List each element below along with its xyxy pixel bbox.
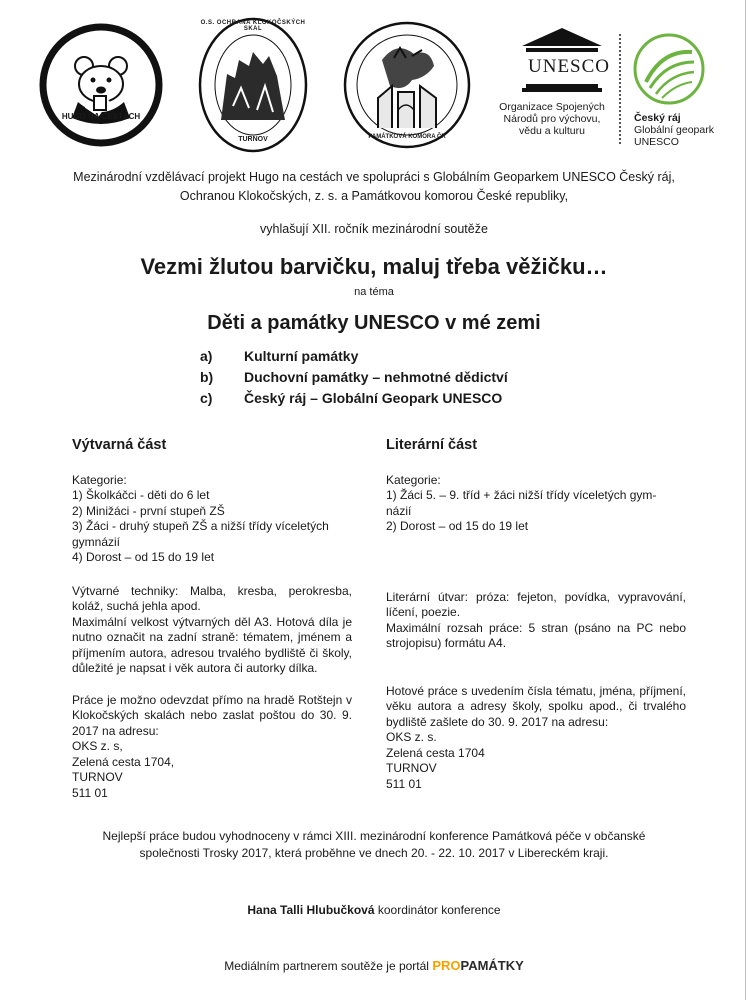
coordinator-name: Hana Talli Hlubučková <box>247 903 375 917</box>
submission-text: Práce je možno odevzdat přímo na hradě Rotštejn v Klokočských skalách nebo zaslat poštou do 30. 9. 2017 na adresu: <box>72 692 352 738</box>
na-tema-label: na téma <box>354 286 394 298</box>
category-item <box>72 504 352 520</box>
competition-title: Vezmi žlutou barvičku, maluj třeba věžičku… <box>140 254 608 279</box>
category-item <box>72 519 352 535</box>
address-line: 511 01 <box>386 776 422 791</box>
announcement: vyhlašují XII. ročník mezinárodní soutěže <box>260 222 488 236</box>
category-desc: první stupeň ZŠ <box>140 503 225 518</box>
address-line: OKS z. s, <box>72 739 123 753</box>
address-line: TURNOV <box>386 761 437 775</box>
address-line: Zelená cesta 1704, <box>72 754 175 769</box>
max-length-text: Maximální rozsah práce: 5 stran (psáno na PC nebo strojopisu) formátu A4. <box>386 620 686 650</box>
category-item: 2) Dorost – od 15 do 19 let <box>386 519 529 533</box>
topic-item <box>200 346 620 367</box>
category-item-cont: názií <box>386 503 412 518</box>
category-name: 3) Žáci - <box>72 519 120 533</box>
intro-text <box>0 168 748 206</box>
topic-item <box>200 367 620 388</box>
hugo-logo <box>38 22 164 148</box>
hugo-logo-text: HUGO NA CESTÁCH <box>61 112 141 121</box>
geopark-caption-line: UNESCO <box>634 136 679 148</box>
oks-logo-arc-text: O.S. OCHRANA KLOKOČSKÝCH SKAL <box>200 20 306 32</box>
oks-logo-bottom-text: TURNOV <box>238 136 268 143</box>
category-name: 1) Školkáčci - <box>72 488 148 502</box>
coordinator-role: koordinátor konference <box>374 903 501 917</box>
geopark-caption <box>634 112 742 148</box>
evaluation-line: společnosti Trosky 2017, která proběhne ve dnech 20. - 22. 10. 2017 v Libereckém kraji. <box>139 846 609 860</box>
category-item <box>72 488 352 504</box>
topic-list <box>200 346 620 409</box>
oks-logo <box>197 16 309 154</box>
category-name: 2) Minižáci - <box>72 503 141 518</box>
category-item: 1) Žáci 5. – 9. tříd + žáci nižší třídy víceletých gym- <box>386 488 657 502</box>
media-partner <box>0 958 748 973</box>
logo-separator-dots <box>619 34 624 144</box>
geopark-logo <box>632 32 706 106</box>
media-partner-text: Mediálním partnerem soutěže je portál <box>224 959 433 973</box>
intro-line: Mezinárodní vzdělávací projekt Hugo na cestách ve spolupráci s Globálním Geoparkem UNESCO Český ráj, <box>73 170 675 184</box>
unesco-caption <box>490 101 614 137</box>
competition-subtitle: Děti a památky UNESCO v mé zemi <box>207 312 541 334</box>
unesco-logo <box>518 26 611 92</box>
max-size-text: Maximální velkost výtvarných děl A3. Hotová díla je nutno označit na zadní straně: tématem, jménem a příjmením autora, adresou trvalého bydliště či školy, důležité je napsat i věk autora či autorky dílka. <box>72 614 352 675</box>
address-line: 511 01 <box>72 785 108 800</box>
geopark-caption-title: Český ráj <box>634 112 681 124</box>
address-line: OKS z. s. <box>386 730 437 744</box>
categories-label: Kategorie: <box>386 472 441 487</box>
submission-text: Hotové práce s uvedením čísla tématu, jména, příjmení, věku autora a adresy školy, spolku apod., či trvalého bydliště zašlete do 30. 9. 2017 na adresu: <box>386 683 686 729</box>
category-item-cont: gymnázií <box>72 534 121 549</box>
propamatky-logo-pamatky: PAMÁTKY <box>460 958 524 973</box>
evaluation-text <box>0 828 748 862</box>
address-line: TURNOV <box>72 770 123 784</box>
section-heading: Literární část <box>386 437 478 453</box>
geopark-caption-line: Globální geopark <box>634 124 714 136</box>
unesco-logo-word: UNESCO <box>528 56 611 77</box>
topic-text: Duchovní památky – nehmotné dědictví <box>244 369 508 385</box>
literary-form-text: Literární útvar: próza: fejeton, povídka, vypravování, líčení, poezie. <box>386 589 686 619</box>
topic-item <box>200 388 620 409</box>
address-line: Zelená cesta 1704 <box>386 745 485 760</box>
propamatky-logo-pro: PRO <box>432 958 461 973</box>
categories-label: Kategorie: <box>72 472 127 487</box>
topic-text: Kulturní památky <box>244 348 359 364</box>
techniques-text: Výtvarné techniky: Malba, kresba, perokresba, koláž, suchá jehla apod. <box>72 583 352 613</box>
category-desc: děti do 6 let <box>147 488 210 502</box>
topic-letter: b) <box>200 369 214 385</box>
pamatkova-komora-logo <box>342 20 472 150</box>
topic-letter: c) <box>200 390 213 406</box>
literary-section <box>386 438 686 792</box>
topic-letter: a) <box>200 348 213 364</box>
pamatkova-komora-logo-text: PAMÁTKOVÁ KOMORA ČR <box>368 134 446 140</box>
category-item: 4) Dorost – od 15 do 19 let <box>72 550 215 564</box>
unesco-caption-line: vědu a kulturu <box>519 125 585 137</box>
topic-text: Český ráj – Globální Geopark UNESCO <box>244 390 503 406</box>
unesco-caption-line: Národů pro výchovu, <box>503 113 601 125</box>
category-desc: druhý stupeň ZŠ a nižší třídy víceletých <box>119 519 329 533</box>
section-heading: Výtvarná část <box>72 437 167 453</box>
evaluation-line: Nejlepší práce budou vyhodnoceny v rámci XIII. mezinárodní konference Památková péče v občanské <box>102 829 646 843</box>
visual-art-section <box>72 438 352 801</box>
intro-line: Ochranou Klokočských, z. s. a Památkovou komorou České republiky, <box>179 189 569 203</box>
unesco-caption-line: Organizace Spojených <box>499 101 605 113</box>
coordinator <box>0 903 748 917</box>
